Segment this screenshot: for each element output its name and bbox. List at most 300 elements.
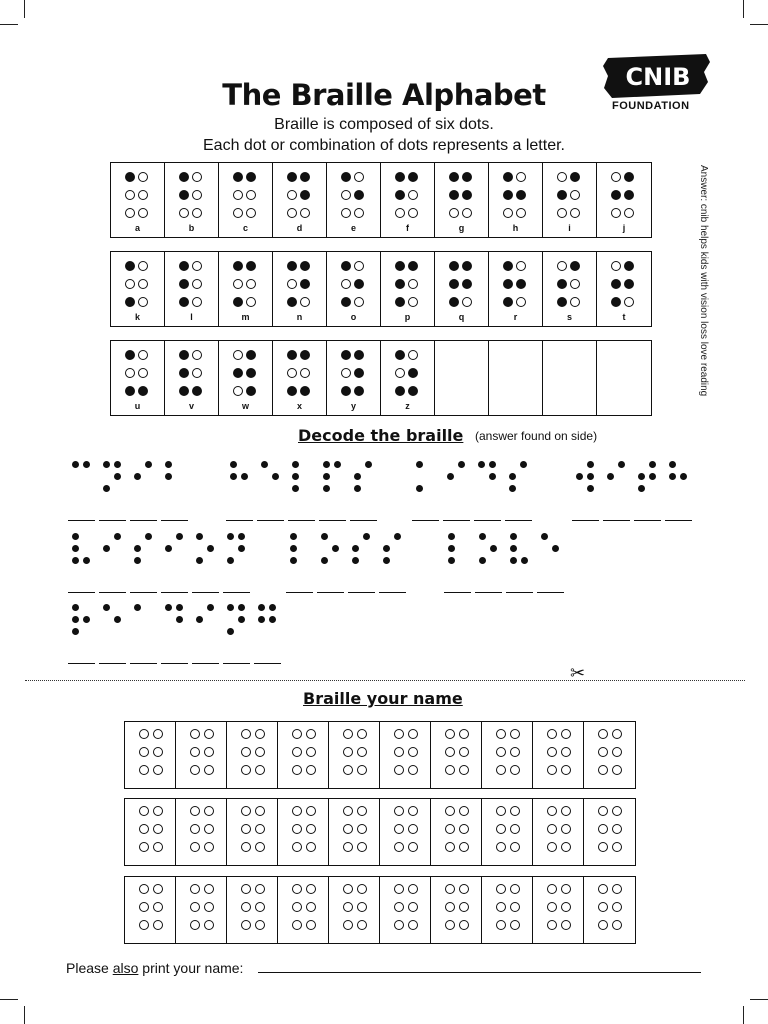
braille-dot[interactable] bbox=[153, 806, 163, 816]
braille-dot[interactable] bbox=[547, 765, 557, 775]
braille-dot[interactable] bbox=[190, 920, 200, 930]
braille-dot[interactable] bbox=[547, 842, 557, 852]
braille-dot[interactable] bbox=[547, 824, 557, 834]
braille-dot[interactable] bbox=[204, 747, 214, 757]
braille-dot[interactable] bbox=[598, 842, 608, 852]
braille-dot[interactable] bbox=[255, 747, 265, 757]
crop-mark bbox=[24, 0, 25, 18]
braille-dot[interactable] bbox=[547, 920, 557, 930]
braille-dot[interactable] bbox=[612, 902, 622, 912]
answer-blank[interactable] bbox=[99, 520, 126, 521]
braille-dot[interactable] bbox=[241, 747, 251, 757]
braille-dot[interactable] bbox=[357, 842, 367, 852]
braille-dot[interactable] bbox=[394, 902, 404, 912]
decode-dot bbox=[83, 461, 90, 468]
braille-dot[interactable] bbox=[306, 884, 316, 894]
braille-dot[interactable] bbox=[561, 842, 571, 852]
braille-dot[interactable] bbox=[241, 902, 251, 912]
braille-letter-k bbox=[111, 252, 165, 326]
braille-dot[interactable] bbox=[292, 902, 302, 912]
answer-blank[interactable] bbox=[161, 663, 188, 664]
braille-dot bbox=[395, 190, 405, 200]
decode-dot bbox=[165, 473, 172, 480]
braille-dot[interactable] bbox=[139, 920, 149, 930]
braille-dot[interactable] bbox=[292, 884, 302, 894]
letter-label: m bbox=[241, 312, 250, 322]
braille-dot[interactable] bbox=[204, 842, 214, 852]
answer-blank[interactable] bbox=[161, 520, 188, 521]
braille-dot[interactable] bbox=[394, 729, 404, 739]
decode-dot bbox=[290, 545, 297, 552]
answer-blank[interactable] bbox=[99, 663, 126, 664]
name-cell[interactable] bbox=[431, 799, 482, 865]
braille-dot bbox=[449, 172, 459, 182]
braille-dot[interactable] bbox=[255, 884, 265, 894]
decode-dot bbox=[332, 545, 339, 552]
braille-dot[interactable] bbox=[241, 806, 251, 816]
braille-dot bbox=[246, 208, 256, 218]
braille-dot[interactable] bbox=[547, 884, 557, 894]
braille-dot[interactable] bbox=[357, 747, 367, 757]
name-cell[interactable] bbox=[584, 722, 635, 788]
braille-dot[interactable] bbox=[561, 729, 571, 739]
name-cell[interactable] bbox=[227, 722, 278, 788]
answer-blank[interactable] bbox=[474, 520, 501, 521]
answer-blank[interactable] bbox=[475, 592, 502, 593]
braille-dot[interactable] bbox=[445, 884, 455, 894]
braille-dot[interactable] bbox=[306, 842, 316, 852]
braille-letter-p bbox=[381, 252, 435, 326]
answer-blank[interactable] bbox=[288, 520, 315, 521]
braille-dot[interactable] bbox=[343, 747, 353, 757]
decode-dot bbox=[227, 533, 234, 540]
braille-dot[interactable] bbox=[139, 884, 149, 894]
braille-dot[interactable] bbox=[139, 806, 149, 816]
braille-dot[interactable] bbox=[445, 824, 455, 834]
braille-dot[interactable] bbox=[445, 747, 455, 757]
braille-dot[interactable] bbox=[204, 902, 214, 912]
decode-dot bbox=[479, 533, 486, 540]
braille-dot[interactable] bbox=[598, 806, 608, 816]
braille-dot[interactable] bbox=[612, 842, 622, 852]
braille-dot[interactable] bbox=[394, 747, 404, 757]
braille-dot bbox=[287, 350, 297, 360]
braille-dot bbox=[611, 297, 621, 307]
braille-dot[interactable] bbox=[241, 729, 251, 739]
braille-dot[interactable] bbox=[153, 765, 163, 775]
braille-dot[interactable] bbox=[153, 884, 163, 894]
braille-dot[interactable] bbox=[459, 842, 469, 852]
braille-dot[interactable] bbox=[561, 824, 571, 834]
name-cell[interactable] bbox=[176, 722, 227, 788]
braille-dot[interactable] bbox=[496, 765, 506, 775]
name-cell[interactable] bbox=[329, 877, 380, 943]
braille-dot[interactable] bbox=[496, 920, 506, 930]
braille-dot[interactable] bbox=[408, 824, 418, 834]
braille-dot[interactable] bbox=[241, 842, 251, 852]
name-cell[interactable] bbox=[584, 877, 635, 943]
braille-dot[interactable] bbox=[241, 824, 251, 834]
braille-dot[interactable] bbox=[612, 729, 622, 739]
braille-dot[interactable] bbox=[459, 729, 469, 739]
braille-dot[interactable] bbox=[408, 806, 418, 816]
braille-dot bbox=[125, 208, 135, 218]
answer-blank[interactable] bbox=[317, 592, 344, 593]
answer-blank[interactable] bbox=[257, 520, 284, 521]
braille-dot[interactable] bbox=[445, 920, 455, 930]
name-cell[interactable] bbox=[533, 877, 584, 943]
braille-dot[interactable] bbox=[394, 920, 404, 930]
braille-dot[interactable] bbox=[496, 884, 506, 894]
braille-dot[interactable] bbox=[343, 824, 353, 834]
braille-dot[interactable] bbox=[561, 920, 571, 930]
alphabet-row bbox=[110, 162, 652, 238]
braille-dot[interactable] bbox=[139, 747, 149, 757]
braille-dot[interactable] bbox=[241, 765, 251, 775]
braille-dot[interactable] bbox=[547, 902, 557, 912]
braille-dot[interactable] bbox=[561, 884, 571, 894]
braille-dot[interactable] bbox=[190, 884, 200, 894]
braille-dot[interactable] bbox=[612, 747, 622, 757]
answer-blank[interactable] bbox=[68, 663, 95, 664]
braille-dot[interactable] bbox=[204, 806, 214, 816]
braille-dot[interactable] bbox=[204, 920, 214, 930]
braille-dot[interactable] bbox=[445, 806, 455, 816]
answer-blank[interactable] bbox=[68, 592, 95, 593]
braille-dot[interactable] bbox=[561, 765, 571, 775]
braille-dot bbox=[611, 261, 621, 271]
braille-dot[interactable] bbox=[139, 729, 149, 739]
name-cell[interactable] bbox=[176, 877, 227, 943]
braille-dot[interactable] bbox=[292, 806, 302, 816]
name-cell[interactable] bbox=[227, 799, 278, 865]
braille-dot[interactable] bbox=[459, 824, 469, 834]
braille-dot[interactable] bbox=[510, 747, 520, 757]
braille-dot[interactable] bbox=[306, 902, 316, 912]
scissors-icon: ✂ bbox=[570, 663, 586, 683]
braille-dot[interactable] bbox=[153, 842, 163, 852]
answer-blank[interactable] bbox=[130, 592, 157, 593]
letter-label: x bbox=[296, 401, 302, 411]
braille-dot[interactable] bbox=[561, 806, 571, 816]
braille-dot bbox=[179, 350, 189, 360]
print-name-line[interactable] bbox=[258, 972, 701, 973]
braille-dot[interactable] bbox=[190, 729, 200, 739]
braille-dot[interactable] bbox=[459, 902, 469, 912]
name-cell[interactable] bbox=[278, 877, 329, 943]
braille-dot[interactable] bbox=[255, 902, 265, 912]
decode-dot bbox=[258, 604, 265, 611]
name-cell[interactable] bbox=[584, 799, 635, 865]
braille-dot[interactable] bbox=[598, 747, 608, 757]
braille-dot[interactable] bbox=[408, 765, 418, 775]
answer-blank[interactable] bbox=[634, 520, 661, 521]
name-cell[interactable] bbox=[482, 799, 533, 865]
braille-dot[interactable] bbox=[306, 806, 316, 816]
braille-dot[interactable] bbox=[496, 842, 506, 852]
braille-dot[interactable] bbox=[255, 806, 265, 816]
braille-dot[interactable] bbox=[510, 902, 520, 912]
braille-dot[interactable] bbox=[496, 747, 506, 757]
braille-dot bbox=[354, 386, 364, 396]
braille-dot[interactable] bbox=[408, 920, 418, 930]
braille-dot[interactable] bbox=[139, 902, 149, 912]
braille-dot[interactable] bbox=[139, 765, 149, 775]
braille-dot[interactable] bbox=[255, 920, 265, 930]
braille-dot[interactable] bbox=[153, 747, 163, 757]
braille-dot[interactable] bbox=[612, 884, 622, 894]
braille-dot[interactable] bbox=[394, 884, 404, 894]
logo-subtext: FOUNDATION bbox=[612, 100, 690, 112]
braille-dot bbox=[408, 208, 418, 218]
answer-blank[interactable] bbox=[443, 520, 470, 521]
braille-dot[interactable] bbox=[459, 920, 469, 930]
braille-dot[interactable] bbox=[445, 729, 455, 739]
braille-dot[interactable] bbox=[459, 806, 469, 816]
braille-dot[interactable] bbox=[598, 729, 608, 739]
answer-blank[interactable] bbox=[192, 663, 219, 664]
name-cell[interactable] bbox=[278, 799, 329, 865]
braille-dot[interactable] bbox=[598, 765, 608, 775]
decode-dot bbox=[383, 545, 390, 552]
braille-dot[interactable] bbox=[306, 729, 316, 739]
braille-dot[interactable] bbox=[343, 920, 353, 930]
braille-dot[interactable] bbox=[408, 747, 418, 757]
empty-cell bbox=[543, 341, 597, 415]
braille-dot[interactable] bbox=[496, 806, 506, 816]
braille-dot[interactable] bbox=[190, 806, 200, 816]
braille-dot[interactable] bbox=[255, 765, 265, 775]
name-cell[interactable] bbox=[431, 722, 482, 788]
braille-dot[interactable] bbox=[241, 920, 251, 930]
braille-dot bbox=[192, 172, 202, 182]
answer-blank[interactable] bbox=[537, 592, 564, 593]
braille-dot[interactable] bbox=[255, 824, 265, 834]
braille-dot[interactable] bbox=[357, 902, 367, 912]
braille-dot[interactable] bbox=[547, 729, 557, 739]
braille-dot[interactable] bbox=[306, 747, 316, 757]
braille-dot[interactable] bbox=[343, 806, 353, 816]
answer-blank[interactable] bbox=[505, 520, 532, 521]
braille-dot[interactable] bbox=[255, 842, 265, 852]
braille-dot[interactable] bbox=[139, 842, 149, 852]
name-cell[interactable] bbox=[278, 722, 329, 788]
braille-dot bbox=[341, 261, 351, 271]
name-cell[interactable] bbox=[482, 877, 533, 943]
answer-blank[interactable] bbox=[254, 663, 281, 664]
braille-dot[interactable] bbox=[394, 806, 404, 816]
decode-dot bbox=[587, 461, 594, 468]
braille-dot[interactable] bbox=[204, 824, 214, 834]
name-cell[interactable] bbox=[380, 799, 431, 865]
braille-dot[interactable] bbox=[612, 806, 622, 816]
braille-dot[interactable] bbox=[357, 806, 367, 816]
answer-blank[interactable] bbox=[223, 663, 250, 664]
braille-dot[interactable] bbox=[547, 806, 557, 816]
crop-mark bbox=[750, 24, 768, 25]
braille-dot[interactable] bbox=[204, 884, 214, 894]
braille-dot bbox=[179, 172, 189, 182]
braille-dot[interactable] bbox=[190, 824, 200, 834]
braille-dot[interactable] bbox=[153, 920, 163, 930]
answer-blank[interactable] bbox=[68, 520, 95, 521]
decode-dot bbox=[383, 557, 390, 564]
braille-dot[interactable] bbox=[510, 729, 520, 739]
letter-label: l bbox=[190, 312, 193, 322]
answer-blank[interactable] bbox=[226, 520, 253, 521]
braille-dot[interactable] bbox=[459, 884, 469, 894]
answer-blank[interactable] bbox=[506, 592, 533, 593]
braille-letter-v bbox=[165, 341, 219, 415]
braille-dot[interactable] bbox=[292, 824, 302, 834]
braille-dot[interactable] bbox=[343, 884, 353, 894]
answer-blank[interactable] bbox=[603, 520, 630, 521]
name-cell[interactable] bbox=[329, 722, 380, 788]
braille-dot[interactable] bbox=[408, 842, 418, 852]
braille-dot[interactable] bbox=[343, 729, 353, 739]
decode-dot bbox=[510, 545, 517, 552]
braille-dot[interactable] bbox=[306, 765, 316, 775]
answer-blank[interactable] bbox=[444, 592, 471, 593]
braille-dot[interactable] bbox=[394, 824, 404, 834]
braille-dot[interactable] bbox=[394, 765, 404, 775]
braille-dot[interactable] bbox=[496, 824, 506, 834]
braille-dot[interactable] bbox=[496, 729, 506, 739]
braille-dot[interactable] bbox=[357, 765, 367, 775]
braille-dot[interactable] bbox=[204, 765, 214, 775]
braille-dot[interactable] bbox=[306, 920, 316, 930]
braille-dot[interactable] bbox=[153, 902, 163, 912]
braille-dot[interactable] bbox=[510, 842, 520, 852]
braille-dot[interactable] bbox=[255, 729, 265, 739]
braille-dot[interactable] bbox=[510, 765, 520, 775]
braille-dot[interactable] bbox=[292, 920, 302, 930]
braille-dot bbox=[233, 350, 243, 360]
braille-dot[interactable] bbox=[292, 747, 302, 757]
answer-blank[interactable] bbox=[319, 520, 346, 521]
name-cell[interactable] bbox=[125, 722, 176, 788]
braille-dot[interactable] bbox=[547, 747, 557, 757]
answer-blank[interactable] bbox=[379, 592, 406, 593]
answer-blank[interactable] bbox=[192, 592, 219, 593]
braille-dot[interactable] bbox=[510, 920, 520, 930]
name-cell[interactable] bbox=[329, 799, 380, 865]
braille-dot bbox=[557, 172, 567, 182]
name-cell[interactable] bbox=[431, 877, 482, 943]
decode-dot bbox=[521, 557, 528, 564]
braille-dot[interactable] bbox=[190, 747, 200, 757]
braille-dot[interactable] bbox=[408, 902, 418, 912]
answer-blank[interactable] bbox=[99, 592, 126, 593]
braille-dot bbox=[125, 279, 135, 289]
braille-dot bbox=[354, 172, 364, 182]
braille-dot[interactable] bbox=[306, 824, 316, 834]
braille-dot[interactable] bbox=[292, 765, 302, 775]
name-cell[interactable] bbox=[176, 799, 227, 865]
braille-dot[interactable] bbox=[408, 729, 418, 739]
braille-dot[interactable] bbox=[292, 842, 302, 852]
name-cell[interactable] bbox=[380, 722, 431, 788]
name-cell[interactable] bbox=[482, 722, 533, 788]
decode-dot bbox=[238, 616, 245, 623]
braille-dot[interactable] bbox=[598, 884, 608, 894]
braille-dot[interactable] bbox=[510, 806, 520, 816]
braille-dot[interactable] bbox=[408, 884, 418, 894]
braille-dot[interactable] bbox=[241, 884, 251, 894]
braille-dot[interactable] bbox=[357, 729, 367, 739]
braille-dot[interactable] bbox=[190, 765, 200, 775]
braille-dot[interactable] bbox=[510, 824, 520, 834]
answer-blank[interactable] bbox=[161, 592, 188, 593]
braille-dot[interactable] bbox=[598, 824, 608, 834]
decode-dot bbox=[134, 604, 141, 611]
answer-blank[interactable] bbox=[350, 520, 377, 521]
answer-blank[interactable] bbox=[286, 592, 313, 593]
braille-dot[interactable] bbox=[153, 729, 163, 739]
braille-dot[interactable] bbox=[153, 824, 163, 834]
name-cell[interactable] bbox=[227, 877, 278, 943]
name-cell[interactable] bbox=[533, 799, 584, 865]
name-cell[interactable] bbox=[125, 877, 176, 943]
braille-dot[interactable] bbox=[612, 920, 622, 930]
braille-dot bbox=[179, 368, 189, 378]
braille-letter-f bbox=[381, 163, 435, 237]
braille-dot[interactable] bbox=[561, 747, 571, 757]
name-cell[interactable] bbox=[125, 799, 176, 865]
braille-dot[interactable] bbox=[459, 765, 469, 775]
braille-dot bbox=[516, 190, 526, 200]
braille-dot bbox=[300, 297, 310, 307]
name-cell[interactable] bbox=[533, 722, 584, 788]
braille-dot[interactable] bbox=[343, 902, 353, 912]
braille-dot[interactable] bbox=[445, 902, 455, 912]
braille-dot[interactable] bbox=[139, 824, 149, 834]
answer-blank[interactable] bbox=[130, 520, 157, 521]
braille-dot[interactable] bbox=[598, 902, 608, 912]
answer-blank[interactable] bbox=[130, 663, 157, 664]
braille-dot bbox=[192, 279, 202, 289]
braille-dot[interactable] bbox=[190, 902, 200, 912]
answer-blank[interactable] bbox=[348, 592, 375, 593]
answer-blank[interactable] bbox=[572, 520, 599, 521]
braille-dot[interactable] bbox=[459, 747, 469, 757]
braille-dot[interactable] bbox=[343, 765, 353, 775]
answer-blank[interactable] bbox=[412, 520, 439, 521]
braille-dot[interactable] bbox=[357, 920, 367, 930]
braille-dot[interactable] bbox=[445, 842, 455, 852]
braille-dot[interactable] bbox=[612, 765, 622, 775]
braille-dot bbox=[246, 279, 256, 289]
braille-dot[interactable] bbox=[445, 765, 455, 775]
braille-dot[interactable] bbox=[357, 884, 367, 894]
braille-dot[interactable] bbox=[292, 729, 302, 739]
braille-dot[interactable] bbox=[343, 842, 353, 852]
answer-blank[interactable] bbox=[223, 592, 250, 593]
braille-dot[interactable] bbox=[612, 824, 622, 834]
print-prompt-emph: also bbox=[112, 960, 139, 976]
braille-dot[interactable] bbox=[510, 884, 520, 894]
braille-dot[interactable] bbox=[598, 920, 608, 930]
braille-dot[interactable] bbox=[204, 729, 214, 739]
braille-dot[interactable] bbox=[561, 902, 571, 912]
braille-dot[interactable] bbox=[496, 902, 506, 912]
braille-dot[interactable] bbox=[394, 842, 404, 852]
braille-dot[interactable] bbox=[357, 824, 367, 834]
braille-dot[interactable] bbox=[190, 842, 200, 852]
name-cell[interactable] bbox=[380, 877, 431, 943]
answer-blank[interactable] bbox=[665, 520, 692, 521]
braille-dot bbox=[179, 208, 189, 218]
